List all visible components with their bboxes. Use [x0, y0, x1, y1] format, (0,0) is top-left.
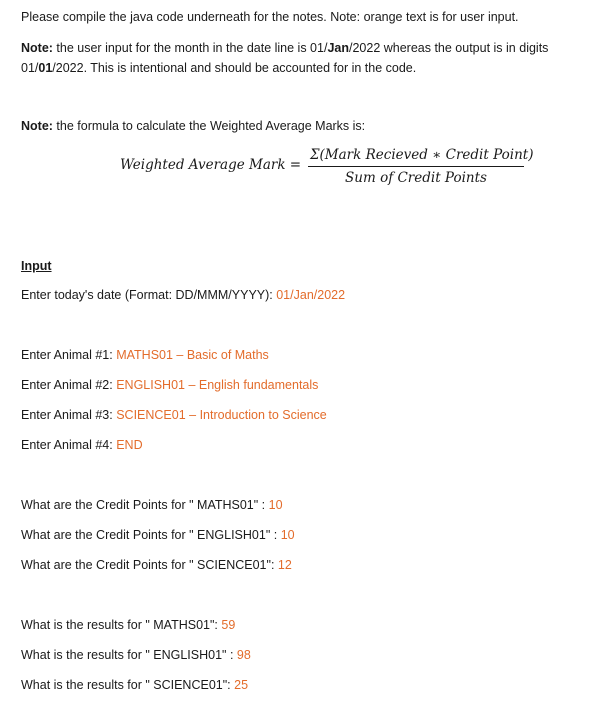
- results-prompt: [21, 617, 235, 634]
- user-input-value: 10: [268, 498, 283, 512]
- user-input-value: SCIENCE01 – Introduction to Science: [116, 408, 327, 422]
- prompt-label: What is the results for " SCIENCE01":: [21, 678, 235, 692]
- note-label: Note:: [21, 119, 53, 133]
- credit-points-prompt: [21, 557, 292, 574]
- user-input-value: 59: [221, 618, 236, 632]
- prompt-label: Enter Animal #1:: [21, 348, 117, 362]
- note-month-output: 01: [38, 61, 53, 75]
- month-format-note: [21, 38, 601, 78]
- user-input-value: 10: [280, 528, 295, 542]
- user-input-value: 12: [277, 558, 292, 572]
- fraction-bar: [308, 166, 524, 167]
- prompt-label: What are the Credit Points for " ENGLISH01" :: [21, 528, 281, 542]
- note-text: /2022. This is intentional and should be accounted for in the code.: [52, 61, 417, 75]
- weighted-average-formula: [120, 146, 540, 188]
- user-input-value: 98: [236, 648, 251, 662]
- note-text: the user input for the month in the date line is 01/: [52, 41, 328, 55]
- formula-numerator: Σ(Mark Recieved ∗ Credit Point): [310, 147, 534, 163]
- note-text: /2022 whereas the output is in digits 01/: [21, 41, 549, 75]
- prompt-label: What is the results for " ENGLISH01" :: [21, 648, 237, 662]
- prompt-label: Enter Animal #3:: [21, 408, 117, 422]
- results-prompt: [21, 677, 248, 694]
- animal-prompt: [21, 437, 143, 454]
- results-prompt: [21, 647, 251, 664]
- intro-text: Please compile the java code underneath for the notes. Note: orange text is for user input.: [21, 10, 519, 24]
- prompt-label: Enter Animal #2:: [21, 378, 117, 392]
- note-label: Note:: [21, 41, 53, 55]
- formula-denominator: Sum of Credit Points: [345, 170, 487, 186]
- note-text: the formula to calculate the Weighted Average Marks is:: [52, 119, 366, 133]
- animal-prompt: [21, 377, 318, 394]
- prompt-label: Enter Animal #4:: [21, 438, 117, 452]
- prompt-label: What are the Credit Points for " SCIENCE01":: [21, 558, 278, 572]
- credit-points-prompt: [21, 497, 283, 514]
- prompt-label: What is the results for " MATHS01":: [21, 618, 222, 632]
- user-input-value: ENGLISH01 – English fundamentals: [116, 378, 319, 392]
- user-input-value: END: [116, 438, 143, 452]
- formula-note: [21, 118, 365, 135]
- prompt-label: Enter today's date (Format: DD/MMM/YYYY):: [21, 288, 277, 302]
- user-input-value: MATHS01 – Basic of Maths: [116, 348, 269, 362]
- input-heading: Input: [21, 259, 52, 273]
- note-month-input: Jan: [327, 41, 349, 55]
- prompt-label: What are the Credit Points for " MATHS01" :: [21, 498, 269, 512]
- formula-lhs: Weighted Average Mark =: [120, 157, 302, 173]
- animal-prompt: [21, 407, 327, 424]
- credit-points-prompt: [21, 527, 295, 544]
- user-input-value: 25: [234, 678, 249, 692]
- formula-fraction: [308, 146, 534, 188]
- animal-prompt: [21, 347, 269, 364]
- user-input-value: 01/Jan/2022: [276, 288, 346, 302]
- date-prompt: [21, 287, 345, 304]
